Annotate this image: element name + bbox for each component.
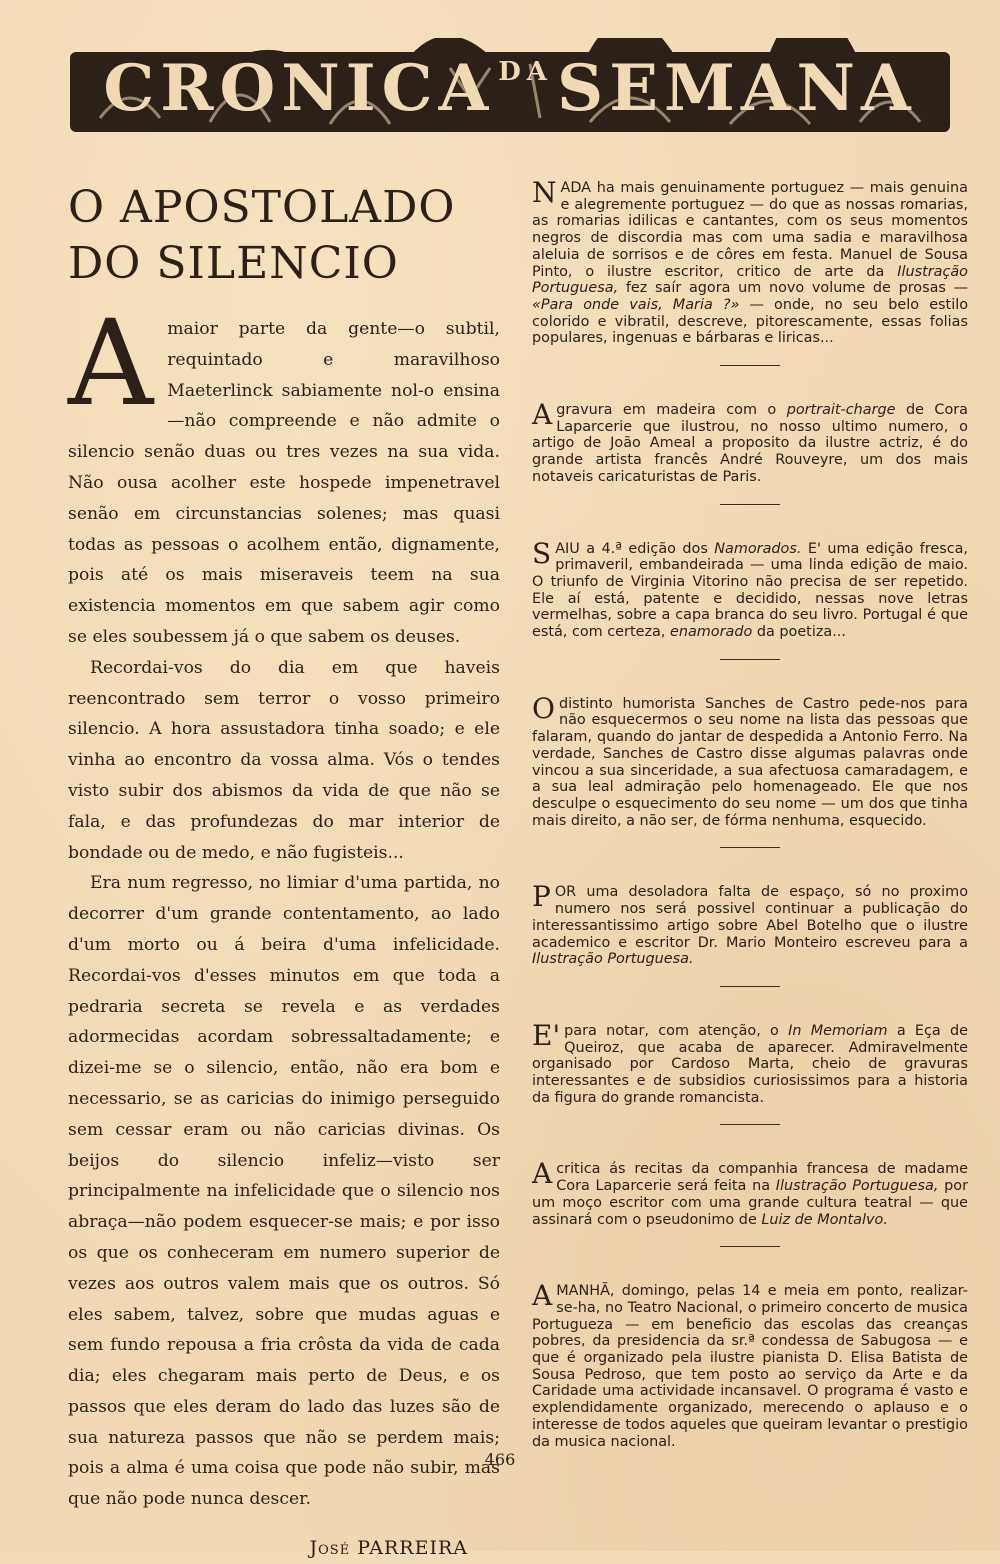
masthead-title bbox=[70, 38, 950, 138]
note-namorados bbox=[532, 536, 968, 641]
article-paragraph-1 bbox=[68, 294, 500, 653]
note-concerto bbox=[532, 1279, 968, 1450]
note-text: fez saír agora um novo volume de prosas — bbox=[618, 280, 968, 297]
note-text: de Cora Laparcerie que ilustrou, no nosso ultimo numero, o artigo de João Ameal a proposito da ilustre actriz, é do grande artista francês André Rouveyre, um dos mais notaveis caricaturistas de Paris. bbox=[532, 402, 968, 485]
drop-cap: A bbox=[68, 294, 154, 432]
note-italic: Ilustração Portuguesa. bbox=[532, 951, 694, 968]
note-drop-cap: A bbox=[532, 1157, 553, 1191]
note-text: da poetiza... bbox=[752, 624, 846, 641]
note-italic: Ilustração Portuguesa, bbox=[775, 1178, 939, 1195]
note-italic: Namorados. bbox=[714, 540, 802, 557]
masthead-word-da: DA bbox=[498, 57, 553, 87]
note-text: por um moço escritor com uma grande cultura teatral — que assinará com o pseudonimo de bbox=[532, 1178, 968, 1228]
note-italic: «Para onde vais, Maria ?» bbox=[532, 296, 740, 313]
note-drop-cap: P bbox=[532, 880, 551, 914]
note-drop-cap: O bbox=[532, 691, 555, 725]
separator-rule bbox=[720, 1124, 780, 1125]
article-paragraph-2: Recordai-vos do dia em que haveis reencontrado sem terror o vosso primeiro silencio. A hora assustadora tinha soado; e ele vinha ao encontro da vossa alma. Vós o tendes visto subir dos abismos da vida de que não se fala, e das profundezas do mar interior de bondade ou de medo, e não fugisteis... bbox=[68, 657, 500, 863]
note-in-memoriam bbox=[532, 1018, 968, 1107]
masthead-word-cronica: CRONICA bbox=[103, 50, 495, 126]
masthead-word-semana: SEMANA bbox=[556, 50, 917, 126]
article-title-line2: DO SILENCIO bbox=[68, 238, 399, 289]
note-italic: portrait-charge bbox=[786, 402, 896, 419]
note-text: domingo, pelas 14 e meia em ponto, realizar-se-ha, no Teatro Nacional, o primeiro concerto de musica Portugueza — em beneficio das escolas das creanças pobres, da presidencia da sr.ª condessa de Sabugosa — e que é organizado pela ilustre pianista D. Elisa Batista de Sousa Pedroso, que tem posto ao serviço da Arte e da Caridade uma actividade incansavel. O programa é vasto e explendidamente organizado, merecendo o aplauso e o interesse de todos aqueles que queiram levantar o prestigio da musica nacional. bbox=[532, 1283, 968, 1450]
page-number: 466 bbox=[484, 1450, 516, 1469]
note-text: critica ás recitas da companhia francesa de madame Cora Laparcerie será feita na bbox=[556, 1161, 968, 1195]
note-lead: MANHÃ, bbox=[556, 1283, 615, 1300]
note-lead: ADA bbox=[560, 180, 592, 196]
note-drop-cap: A bbox=[532, 1279, 553, 1313]
masthead-banner bbox=[70, 38, 950, 138]
note-text: E' uma edição fresca, primaveril, embandeirada — uma linda edição de maio. O triunfo de Virginia Vitorino não precisa de ser repetido. Ele aí está, patente e decidido, nessas nove letras vermelhas, sobre a capa branca do seu livro. Portugal é que está, com certeza, bbox=[532, 540, 968, 641]
note-abel-botelho bbox=[532, 880, 968, 968]
note-romarias bbox=[532, 176, 968, 347]
separator-rule bbox=[720, 659, 780, 660]
article-title-line1: O APOSTOLADO bbox=[68, 182, 456, 233]
note-text: — onde, no seu belo estilo colorido e vibratil, descreve, pitorescamente, essas folias populares, ingenuas e bárbaras e liricas... bbox=[532, 296, 968, 347]
separator-rule bbox=[720, 365, 780, 366]
note-text: distinto humorista Sanches de Castro pede-nos para não esquecermos o seu nome na lista das pessoas que falaram, quando do jantar de despedida a Antonio Ferro. Na verdade, Sanches de Castro disse algumas palavras onde vincou a sua sinceridade, a sua afectuosa camaradagem, e a sua leal admiração pelo homenageado. Ele que nos desculpe o esquecimento do seu nome — um dos que tinha mais direito, a não ser, de fórma nenhuma, esquecido. bbox=[532, 695, 968, 829]
article-column bbox=[68, 180, 500, 1564]
article-title bbox=[68, 180, 500, 292]
separator-rule bbox=[720, 986, 780, 987]
note-drop-cap: S bbox=[532, 536, 552, 570]
note-text: gravura em madeira com o bbox=[556, 402, 787, 419]
article-paragraph-1-text: maior parte da gente—o subtil, requintado e maravilhoso Maeterlinck sabiamente nol-o ensina—não compreende e não admite o silencio senão duas ou tres vezes na sua vida. Não ousa acolher este hospede impenetravel senão em circunstancias solenes; mas quasi todas as pessoas o acolhem então, dignamente, pois até os mais miseraveis teem na sua existencia momentos em que sabem agir como se eles soubessem já o que sabem os deuses. bbox=[68, 319, 500, 647]
separator-rule bbox=[720, 504, 780, 505]
note-italic: enamorado bbox=[669, 624, 753, 641]
article-paragraph-3: Era num regresso, no limiar d'uma partida, no decorrer d'um grande contentamento, ao lado d'um morto ou á beira d'uma infelicidade. Recordai-vos d'esses minutos em que toda a pedraria secreta se revela e as verdades adormecidas acordam sobressaltadamente; e dizei-me se o silencio, então, não era bom e necessario, se as caricias do inimigo perseguido sem cessar eram ou não caricias divinas. Os beijos do silencio infeliz—visto ser principalmente na infelicidade que o silencio nos abraça—não podem esquecer-se mais; e por isso os que os conheceram em numero superior de vezes aos outros valem mais que os outros. Só eles sabem, talvez, sobre que mudas aguas e sem fundo repousa a fria crôsta da vida de cada dia; eles chegaram mais perto de Deus, e os passos que eles deram do lado das luzes são de sua natureza passos que não se perdem mais; pois a alma é uma coisa que pode não subir, mas que não pode nunca descer. bbox=[68, 873, 500, 1510]
separator-rule bbox=[720, 847, 780, 848]
note-italic: Luiz de Montalvo. bbox=[761, 1211, 888, 1228]
note-text: a 4.ª edição dos bbox=[579, 540, 715, 557]
note-text: a Eça de Queiroz, que acaba de aparecer. Admiravelmente organisado por Cardoso Marta, cheio de gravuras interessantes e de subsidios curiosissimos para a historia da figura do grande romancista. bbox=[532, 1022, 968, 1106]
note-drop-cap: A bbox=[532, 398, 553, 432]
note-text: para notar, com atenção, o bbox=[564, 1022, 789, 1039]
notes-column bbox=[532, 176, 968, 1450]
note-text: uma desoladora falta de espaço, só no proximo numero nos será possivel continuar a publicação do interessantissimo artigo sobre Abel Botelho que o ilustre academico e escritor Dr. Mario Monteiro escreveu para a bbox=[532, 884, 968, 951]
article-body bbox=[68, 294, 500, 1564]
note-drop-cap: E' bbox=[532, 1018, 561, 1052]
note-lead: AIU bbox=[555, 540, 580, 557]
note-italic: In Memoriam bbox=[788, 1022, 888, 1039]
note-drop-cap: N bbox=[532, 176, 557, 209]
article-signature: José PARREIRA bbox=[309, 1537, 468, 1560]
note-text: ha mais genuinamente portuguez — mais genuina e alegremente portuguez — do que as nossas romarias, as romarias idilicas e cantantes, com os seus momentos negros de discordia mas com uma sadia e maravilhosa aleluia de sorrisos e de côres em festa. Manuel de Sousa Pinto, o ilustre escritor, critico de arte da bbox=[532, 180, 968, 280]
note-critica bbox=[532, 1157, 968, 1228]
note-gravura bbox=[532, 398, 968, 486]
separator-rule bbox=[720, 1246, 780, 1247]
note-lead: OR bbox=[554, 884, 577, 901]
note-sanches-de-castro bbox=[532, 691, 968, 830]
note-italic: Ilustração Portuguesa, bbox=[532, 263, 968, 297]
